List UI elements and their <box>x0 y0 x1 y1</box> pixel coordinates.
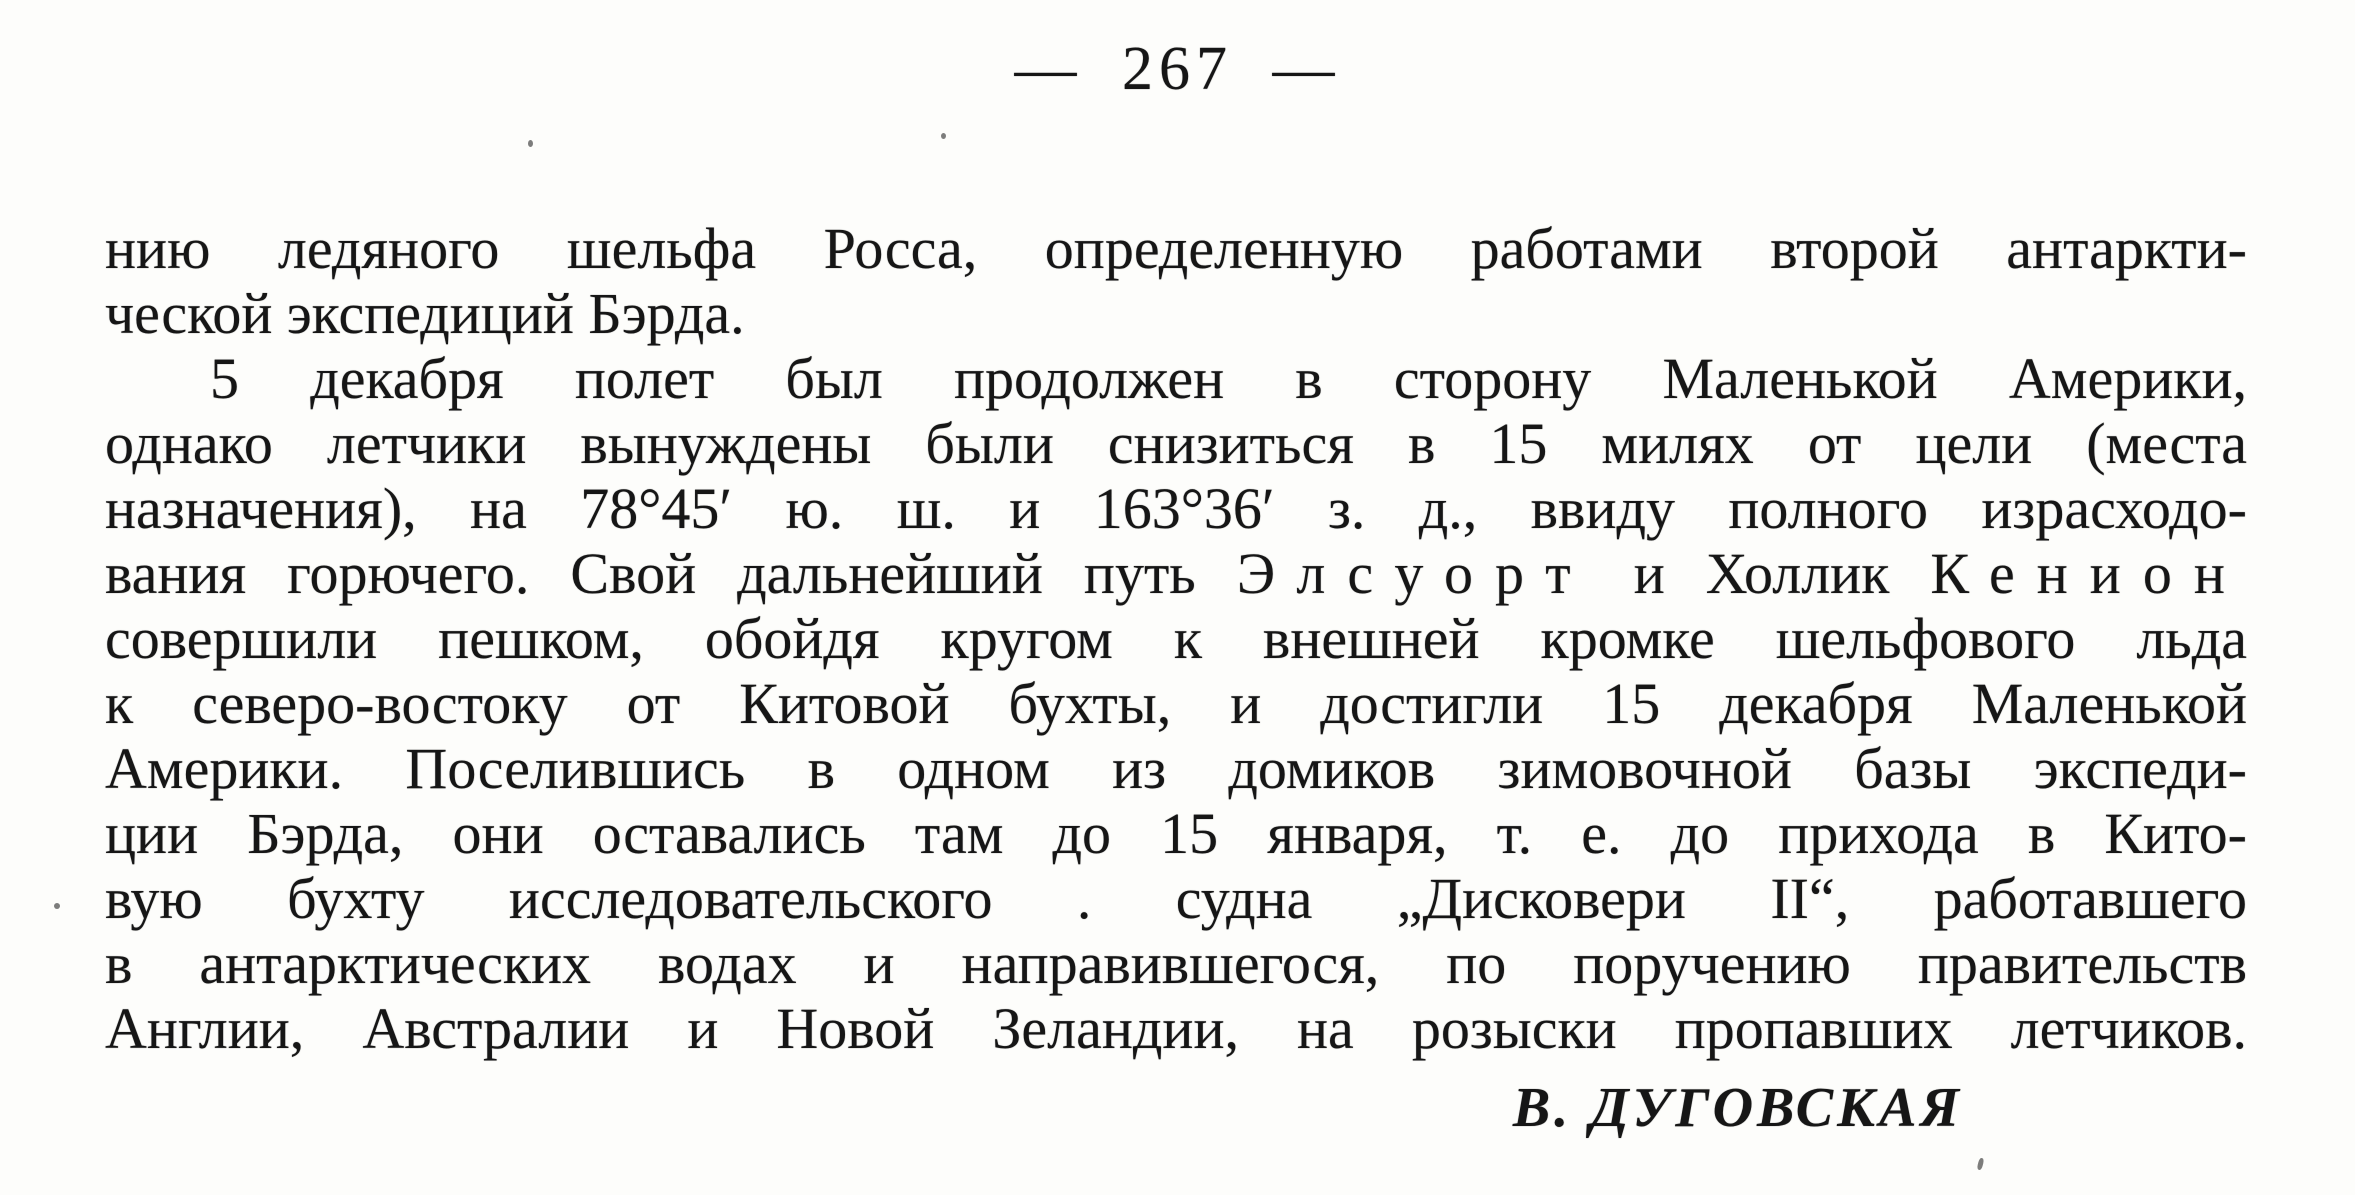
text-segment: в антарктических водах и направившегося, по поручению правительств <box>105 931 2247 996</box>
body-text <box>105 216 2247 1061</box>
text-segment: вую бухту исследовательского . судна „Дисковери II“, работавшего <box>105 866 2247 931</box>
text-segment: Англии, Австралии и Новой Зеландии, на розыски пропавших летчиков. <box>105 996 2247 1061</box>
text-line <box>105 281 2247 346</box>
text-line <box>105 411 2247 476</box>
text-segment: совершили пешком, обойдя кругом к внешней кромке шельфового льда <box>105 606 2247 671</box>
scan-speck <box>941 133 946 139</box>
text-segment: 5 декабря полет был продолжен в сторону Маленькой Америки, <box>210 346 2247 411</box>
text-line <box>105 606 2247 671</box>
text-segment: однако летчики вынуждены были снизиться в 15 милях от цели (места <box>105 411 2247 476</box>
text-line <box>105 996 2247 1061</box>
text-line <box>105 736 2247 801</box>
page-number: — 267 — <box>1014 35 1341 103</box>
text-line <box>105 346 2247 411</box>
text-line <box>105 216 2247 281</box>
emphasized-name: Кенион <box>1930 541 2247 606</box>
text-segment: Америки. Поселившись в одном из домиков зимовочной базы экспеди- <box>105 736 2247 801</box>
emphasized-name: Элсуорт <box>1236 541 1593 606</box>
text-line <box>105 541 2247 606</box>
author-signature: В. ДУГОВСКАЯ <box>1512 1077 1963 1139</box>
text-line <box>105 931 2247 996</box>
scan-speck <box>54 903 60 909</box>
text-line <box>105 671 2247 736</box>
text-line <box>105 476 2247 541</box>
text-segment: к северо-востоку от Китовой бухты, и достигли 15 декабря Маленькой <box>105 671 2247 736</box>
scan-speck <box>1977 1158 1985 1171</box>
text-segment: назначения), на 78°45′ ю. ш. и 163°36′ з. д., ввиду полного израсходо- <box>105 476 2247 541</box>
text-segment: вания горючего. Свой дальнейший путь <box>105 541 1237 606</box>
text-line <box>105 801 2247 866</box>
text-segment: нию ледяного шельфа Росса, определенную работами второй антаркти- <box>105 216 2247 281</box>
text-segment: ции Бэрда, они оставались там до 15 января, т. е. до прихода в Кито- <box>105 801 2247 866</box>
text-segment: и Холлик <box>1592 541 1931 606</box>
scan-speck <box>528 140 533 147</box>
text-line <box>105 866 2247 931</box>
text-segment: ческой экспедиций Бэрда. <box>105 281 745 346</box>
